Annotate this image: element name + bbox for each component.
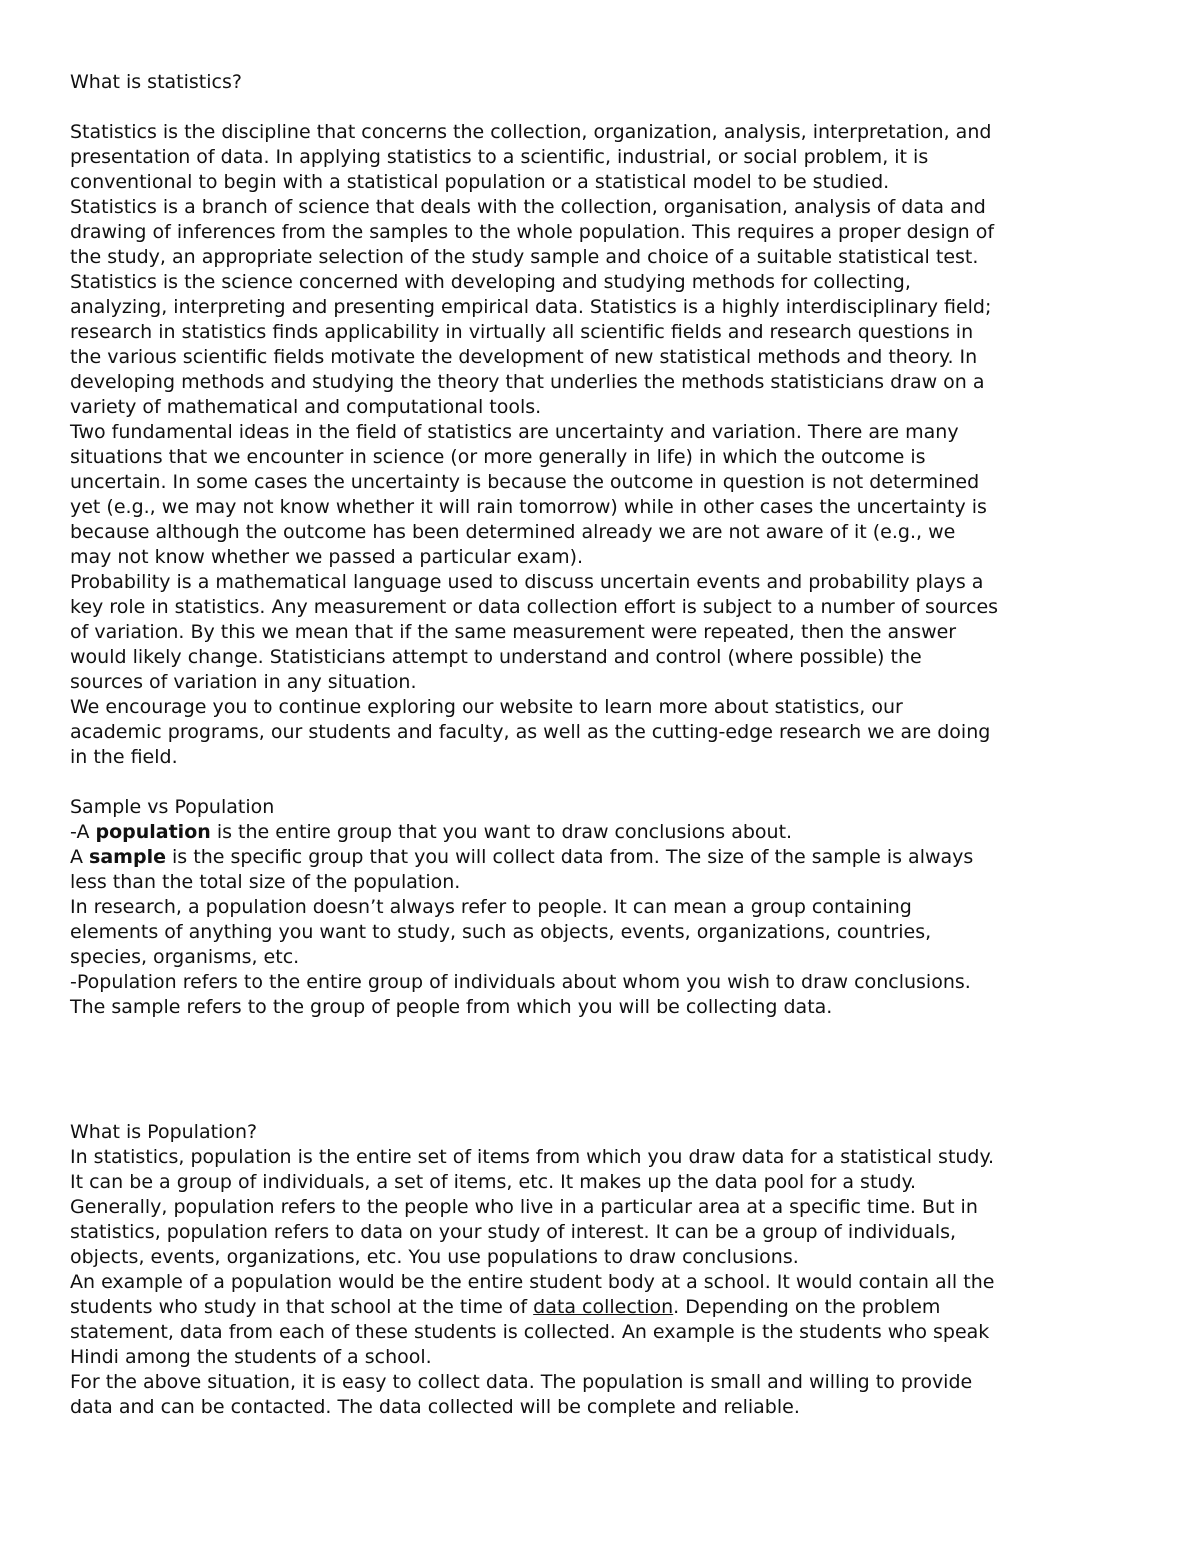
text-line: variety of mathematical and computational tools. — [70, 396, 542, 418]
text-line: objects, events, organizations, etc. You use populations to draw conclusions. — [70, 1246, 799, 1268]
text-line: data and can be contacted. The data collected will be complete and reliable. — [70, 1396, 800, 1418]
text-line: In research, a population doesn’t always refer to people. It can mean a group containing — [70, 896, 912, 918]
text-line: Generally, population refers to the people who live in a particular area at a specific time. But in — [70, 1196, 978, 1218]
text-line: developing methods and studying the theory that underlies the methods statisticians draw on a — [70, 371, 985, 393]
blank-line — [70, 1095, 1132, 1120]
text-line: species, organisms, etc. — [70, 946, 300, 968]
text-line: elements of anything you want to study, such as objects, events, organizations, countries, — [70, 921, 932, 943]
text-line: For the above situation, it is easy to collect data. The population is small and willing to provide — [70, 1371, 973, 1393]
text-line: Statistics is the science concerned with developing and studying methods for collecting, — [70, 271, 911, 293]
text-line: may not know whether we passed a particular exam). — [70, 546, 584, 568]
text-line: key role in statistics. Any measurement or data collection effort is subject to a number of sources — [70, 596, 999, 618]
above-situation-paragraph — [70, 1370, 1132, 1420]
text-line: Statistics is the discipline that concerns the collection, organization, analysis, interpretation, and — [70, 121, 992, 143]
text-line: An example of a population would be the entire student body at a school. It would contain all the — [70, 1271, 995, 1293]
bold-term-sample: sample — [89, 846, 166, 868]
statistics-paragraph-6 — [70, 695, 1132, 770]
population-definition — [70, 820, 1132, 845]
text-line: sources of variation in any situation. — [70, 671, 417, 693]
document-page — [70, 70, 1132, 1420]
population-refers-line: -Population refers to the entire group of individuals about whom you wish to draw conclusions. — [70, 971, 971, 993]
text-line: the various scientific fields motivate the development of new statistical methods and theory. In — [70, 346, 978, 368]
text-line: drawing of inferences from the samples to the whole population. This requires a proper design of — [70, 221, 995, 243]
text-line: situations that we encounter in science (or more generally in life) in which the outcome is — [70, 446, 926, 468]
text-line: in the field. — [70, 746, 178, 768]
blank-line — [70, 95, 1132, 120]
text-span: -A — [70, 821, 96, 843]
statistics-paragraph-1 — [70, 120, 1132, 195]
text-line: Statistics is a branch of science that deals with the collection, organisation, analysis of data and — [70, 196, 986, 218]
heading-what-is-population: What is Population? — [70, 1121, 258, 1143]
text-span: . Depending on the problem — [673, 1296, 941, 1318]
research-paragraph — [70, 895, 1132, 970]
text-line: It can be a group of individuals, a set of items, etc. It makes up the data pool for a study. — [70, 1171, 917, 1193]
text-line: Hindi among the students of a school. — [70, 1346, 432, 1368]
text-line: statement, data from each of these students is collected. An example is the students who speak — [70, 1321, 990, 1343]
text-line — [70, 1295, 1132, 1320]
text-line: because although the outcome has been determined already we are not aware of it (e.g., we — [70, 521, 956, 543]
text-span: A — [70, 846, 90, 868]
blank-line — [70, 770, 1132, 795]
text-span: is the specific group that you will collect data from. The size of the sample is always — [165, 846, 974, 868]
text-line: conventional to begin with a statistical population or a statistical model to be studied. — [70, 171, 890, 193]
text-line: of variation. By this we mean that if the same measurement were repeated, then the answer — [70, 621, 957, 643]
text-line: Two fundamental ideas in the field of statistics are uncertainty and variation. There are many — [70, 421, 959, 443]
text-line — [70, 845, 1132, 870]
statistics-paragraph-2 — [70, 195, 1132, 270]
sample-refers-line: The sample refers to the group of people from which you will be collecting data. — [70, 996, 833, 1018]
text-line: Probability is a mathematical language used to discuss uncertain events and probability plays a — [70, 571, 984, 593]
text-line: analyzing, interpreting and presenting empirical data. Statistics is a highly interdisciplinary field; — [70, 296, 992, 318]
text-line: In statistics, population is the entire set of items from which you draw data for a statistical study. — [70, 1146, 995, 1168]
text-span: is the entire group that you want to draw conclusions about. — [210, 821, 793, 843]
text-line: research in statistics finds applicability in virtually all scientific fields and research questions in — [70, 321, 974, 343]
statistics-paragraph-5 — [70, 570, 1132, 695]
statistics-paragraph-4 — [70, 420, 1132, 570]
statistics-paragraph-3 — [70, 270, 1132, 420]
text-line: the study, an appropriate selection of the study sample and choice of a suitable statistical test. — [70, 246, 979, 268]
blank-lines — [70, 1020, 1132, 1095]
text-line: yet (e.g., we may not know whether it will rain tomorrow) while in other cases the uncertainty is — [70, 496, 987, 518]
heading-what-is-statistics: What is statistics? — [70, 71, 242, 93]
text-line: less than the total size of the population. — [70, 871, 461, 893]
text-line: would likely change. Statisticians attempt to understand and control (where possible) the — [70, 646, 922, 668]
text-line: statistics, population refers to data on your study of interest. It can be a group of individuals, — [70, 1221, 957, 1243]
heading-sample-vs-population: Sample vs Population — [70, 796, 275, 818]
text-line: presentation of data. In applying statistics to a scientific, industrial, or social problem, it is — [70, 146, 929, 168]
text-line: uncertain. In some cases the uncertainty is because the outcome in question is not determined — [70, 471, 980, 493]
population-paragraph — [70, 1145, 1132, 1270]
data-collection-link[interactable]: data collection — [533, 1296, 674, 1318]
sample-definition — [70, 845, 1132, 895]
example-paragraph — [70, 1270, 1132, 1370]
bold-term-population: population — [95, 821, 211, 843]
text-line: We encourage you to continue exploring our website to learn more about statistics, our — [70, 696, 903, 718]
text-line: academic programs, our students and faculty, as well as the cutting-edge research we are doing — [70, 721, 991, 743]
text-span: students who study in that school at the time of — [70, 1296, 534, 1318]
